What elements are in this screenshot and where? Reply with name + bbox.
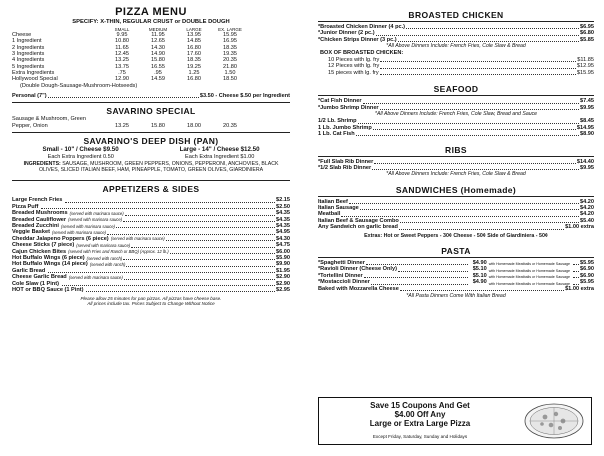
pizza-row-price: 14.30 (151, 44, 165, 51)
pizza-row-price: 1.50 (224, 69, 236, 76)
appetizers-footer1: Please allow 25 minutes for pan pizzas. All pizzas have cheese base. (80, 295, 222, 301)
appetizer-price: $4.95 (276, 229, 290, 236)
appetizer-name: Garlic Bread (12, 267, 46, 274)
pasta-price: $4.90 (472, 259, 487, 266)
pizza-row-name: Hollywood Special (12, 76, 58, 83)
item-name: *Junior Dinner (2 pc.) (318, 30, 375, 37)
broasted-note: *All Above Dinners Include: French Fries, Cole Slaw & Bread (386, 43, 526, 50)
item-price: $4.20 (580, 204, 594, 211)
item-name: 1 Lb. Cat Fish (318, 130, 355, 137)
pizza-row-price: 15.80 (151, 57, 165, 64)
item-price: $14.40 (576, 158, 594, 165)
appetizer-note: (served with marinara sauce) (60, 223, 115, 229)
pasta-list (318, 260, 594, 292)
size-header: EX. LARGE (218, 27, 242, 33)
item-price: $6.95 (580, 23, 594, 30)
coupon-fine-print: Except Friday, Saturday, Sunday and Holidays (372, 434, 468, 439)
appetizer-note: (served with marinara sauce) (51, 230, 106, 236)
pasta-name: *Spaghetti Dinner (318, 259, 365, 266)
pizza-row-price: 16.55 (151, 63, 165, 70)
pizza-row-price: 16.80 (187, 76, 201, 83)
pizza-row-price: .75 (118, 69, 126, 76)
pizza-row-name: Cheese (12, 32, 32, 39)
personal-price: $3.50 - Cheese $.50 per Ingredient (199, 92, 290, 99)
pasta-name: *Ravioli Dinner (Cheese Only) (318, 266, 397, 273)
appetizer-price: $4.35 (276, 216, 290, 223)
item-price: $7.45 (580, 98, 594, 105)
pasta-name: *Mostaccioli Dinner (318, 279, 370, 286)
menu-row (318, 224, 594, 230)
appetizer-note: (served with marinara sauce) (68, 274, 123, 280)
item-name: Italian Beef (318, 198, 348, 205)
appetizer-price: $5.90 (276, 254, 290, 261)
pasta-option: with Homemade Meatballs or Homemade Sausage (488, 262, 570, 267)
pizza-row-price: 13.95 (187, 32, 201, 39)
seafood-list-2 (318, 118, 594, 137)
pizza-row-price: 19.35 (223, 51, 237, 58)
appetizer-note: (served with marinara sauce) (76, 242, 131, 248)
appetizer-price: $9.90 (276, 261, 290, 268)
deep-dish-title: SAVARINO'S DEEP DISH (PAN) (83, 136, 219, 147)
item-name: *Full Slab Rib Dinner (318, 158, 374, 165)
ribs-note: *All Above Dinners Include: French Fries, Cole Slaw & Bread (386, 171, 526, 178)
pizza-row-price: 19.25 (187, 63, 201, 70)
appetizer-name: Cole Slaw (1 Pint) (12, 280, 59, 287)
item-price: $6.80 (580, 30, 594, 37)
appetizer-name: Cheddar Jalapeno Poppers (6 piece) (12, 235, 109, 242)
menu-row (318, 131, 594, 137)
item-name: *Broasted Chicken Dinner (4 pc.) (318, 23, 406, 30)
pizza-row-name: 3 Ingredients (12, 51, 45, 58)
item-name: 15 pieces with lg. fry (328, 69, 379, 76)
appetizer-price: $4.35 (276, 210, 290, 217)
pizza-row-price: 10.80 (115, 38, 129, 45)
box-list (318, 57, 594, 76)
pasta-name: Baked with Mozzarella Cheese (318, 285, 399, 292)
appetizer-note: (served with marinara sauce) (68, 217, 123, 223)
deep-dish-ingredients: INGREDIENTS: SAUSAGE, MUSHROOM, GREEN PEPPERS, ONIONS, PEPPERONI, ANCHOVIES, BLACK OLIVES, SLICED ITALIAN BEEF, HAM, PINEAPPLE, TOMATO, GREEN OLIVES, GIARDINIERA (23, 161, 279, 174)
item-name: Italian Sausage (318, 204, 359, 211)
box-title: BOX OF BROASTED CHICKEN: (320, 50, 404, 57)
appetizer-price: $2.15 (276, 197, 290, 204)
item-price: $15.95 (576, 69, 594, 76)
sandwich-list (318, 199, 594, 231)
pasta-row (318, 286, 594, 292)
size-header: LARGE (186, 27, 202, 33)
savarino-special-row: Pepper, Onion 13.25 15.80 18.00 20.35 (12, 122, 237, 129)
pizza-row-price: 18.35 (223, 44, 237, 51)
pizza-row-name: 4 Ingredients (12, 57, 45, 64)
item-price: $9.95 (580, 164, 594, 171)
item-name: Italian Beef & Sausage Combo (318, 217, 399, 224)
pizza-row-price: 12.90 (115, 76, 129, 83)
appetizer-note: (served with marinara sauce) (69, 210, 124, 216)
size-header: SMALL (114, 27, 130, 33)
appetizer-price: $1.95 (276, 267, 290, 274)
broasted-title: BROASTED CHICKEN (408, 10, 504, 20)
pizza-row-price: 21.80 (223, 63, 237, 70)
appetizer-name: Large French Fries (12, 197, 63, 204)
appetizers-footer2: All prices include tax. Prices Subject to Change Without Notice (87, 300, 215, 306)
pasta-option: with Homemade Meatballs or Homemade Sausage (488, 275, 570, 280)
pasta-option-price: $6.90 (580, 266, 594, 273)
appetizer-name: Cheese Sticks (7 piece) (12, 242, 75, 249)
item-name: Meatball (318, 211, 341, 218)
pizza-row-name: Extra Ingredients (12, 69, 55, 76)
item-price: $8.45 (580, 118, 594, 125)
appetizer-name: Hot Buffalo Wings (6 piece) (12, 254, 85, 261)
ribs-title: RIBS (445, 144, 467, 155)
pizza-row-price: 13.25 (115, 57, 129, 64)
appetizer-name: Pizza Puff (12, 203, 39, 210)
item-name: 1 Lb. Jumbo Shrimp (318, 124, 372, 131)
item-price: $12.95 (576, 63, 594, 70)
item-price: $9.95 (580, 104, 594, 111)
appetizer-price: $2.50 (276, 203, 290, 210)
appetizer-note: (served with marinara sauce) (110, 236, 165, 242)
left-column (12, 6, 290, 306)
item-name: 10 Pieces with lg. fry (328, 56, 380, 63)
pizza-row-price: 18.35 (187, 57, 201, 64)
pasta-price: $4.90 (472, 279, 487, 286)
pasta-option: with Homemade Meatballs or Homemade Sausage (488, 281, 570, 286)
personal-label: Personal (7") (12, 92, 47, 99)
seafood-title: SEAFOOD (433, 84, 479, 95)
pizza-row-price: 17.60 (187, 51, 201, 58)
pizza-row-price: 16.95 (223, 38, 237, 45)
item-price: $4.20 (580, 211, 594, 218)
deep-dish-sizes: Small - 10" / Cheese $9.50 Large - 14" / Cheese $12.50 (42, 146, 260, 154)
pizza-illustration (523, 402, 585, 440)
pizza-row-price: 13.75 (115, 63, 129, 70)
seafood-list (318, 98, 594, 111)
deep-dish-extras: Each Extra Ingredient 0.50 Each Extra Ingredient $1.00 (47, 153, 255, 160)
pasta-price: $5.10 (472, 266, 487, 273)
item-price: $8.90 (580, 130, 594, 137)
item-name: 1/2 Lb. Shrimp (318, 118, 357, 125)
appetizer-name: Cajun Chicken Bites (12, 248, 67, 255)
appetizer-price: $2.95 (276, 286, 290, 293)
savarino-special-title: SAVARINO SPECIAL (106, 106, 196, 117)
pizza-row-name: 2 Ingredients (12, 44, 45, 51)
appetizers-list (12, 198, 290, 294)
appetizer-note: (served with Fries and Ranch or BBQ) (Approx. 12 lb.) (68, 249, 169, 255)
menu-row (328, 70, 594, 76)
pizza-row-price: 18.50 (223, 76, 237, 83)
pizza-row-price: 1.25 (188, 69, 200, 76)
right-column (318, 6, 594, 299)
size-header: MEDIUM (148, 27, 168, 33)
item-name: Any Sandwich on garlic bread (318, 224, 398, 231)
personal-pizza-row (12, 93, 290, 99)
pizza-row-price: 11.65 (115, 44, 129, 51)
broasted-list (318, 24, 594, 43)
item-price: $14.95 (576, 124, 594, 131)
item-price: $1.00 extra (565, 224, 594, 231)
coupon-text: Save 15 Coupons And Get $4.00 Off Any Large or Extra Large Pizza (369, 401, 471, 429)
appetizer-name: Hot Buffalo Wings (14 piece) (12, 261, 88, 268)
pasta-price: $5.10 (472, 272, 487, 279)
item-price: $4.20 (580, 198, 594, 205)
pizza-row-price: .95 (154, 69, 162, 76)
pizza-row-price: 12.65 (151, 38, 165, 45)
pizza-price-table (12, 32, 290, 82)
pizza-menu-title: PIZZA MENU (115, 6, 187, 18)
pizza-row-name: 5 Ingredients (12, 63, 45, 70)
item-price: $11.85 (577, 56, 594, 63)
pizza-row-price: 16.80 (187, 44, 201, 51)
coupon-box (318, 397, 592, 445)
appetizer-price: $6.00 (276, 248, 290, 255)
pasta-option-price: $6.90 (580, 272, 594, 279)
appetizer-price: $2.90 (276, 280, 290, 287)
appetizer-name: HOT or BBQ Sauce (1 Pint) (12, 286, 84, 293)
appetizer-name: Veggie Basket (12, 229, 50, 236)
pasta-option: with Homemade Meatballs or Homemade Sausage (488, 268, 570, 273)
pizza-row-price: 11.95 (151, 32, 165, 39)
appetizer-note: (served with ranch) (89, 261, 126, 267)
pasta-option-price: $5.95 (580, 279, 594, 286)
hollywood-note: (Double Dough-Sausage-Mushroom-Hotseeds) (20, 82, 138, 89)
savarino-special-line1: Sausage & Mushroom, Green (12, 116, 86, 123)
item-name: *Chicken Strips Dinner (3 pc.) (318, 36, 397, 43)
item-name: *Cat Fish Dinner (318, 98, 362, 105)
pizza-row-price: 20.35 (223, 57, 237, 64)
appetizer-name: Breaded Zucchini (12, 223, 59, 229)
item-price: $5.40 (580, 217, 594, 224)
pasta-title: PASTA (441, 246, 471, 256)
pasta-note: *All Pasta Dinners Come With Italian Bread (406, 293, 506, 300)
pasta-option-price: $1.00 extra (565, 285, 594, 292)
item-name: *1/2 Slab Rib Dinner (318, 164, 372, 171)
sandwich-extras: Extras: Hot or Sweet Peppers - 30¢ Cheese - 50¢ Side of Giardiniera - 50¢ (364, 232, 548, 239)
item-name: 12 Pieces with lg. fry (328, 63, 380, 70)
appetizer-row (12, 287, 290, 293)
appetizers-title: APPETIZERS & SIDES (102, 184, 200, 195)
sandwiches-title: SANDWICHES (Homemade) (395, 184, 517, 195)
pizza-row-price: 14.90 (151, 51, 165, 58)
appetizer-price: $4.75 (276, 242, 290, 249)
crust-specify: SPECIFY: X-THIN, REGULAR CRUST or DOUBLE DOUGH (72, 18, 230, 25)
pizza-row-name: 1 Ingredient (12, 38, 42, 45)
pizza-row-price: 12.45 (115, 51, 129, 58)
appetizer-name: Breaded Mushrooms (12, 210, 68, 217)
pasta-name: *Tortellini Dinner (318, 272, 363, 279)
pizza-row-price: 15.95 (223, 32, 237, 39)
appetizer-price: $4.30 (276, 235, 290, 242)
pizza-row-price: 14.59 (151, 76, 165, 83)
pizza-row-price: 9.95 (116, 32, 128, 39)
ribs-list (318, 159, 594, 172)
appetizer-note: (served with ranch) (86, 255, 123, 261)
item-price: $5.85 (580, 36, 594, 43)
appetizer-name: Cheese Garlic Bread (12, 274, 67, 281)
item-name: *Jumbo Shrimp Dinner (318, 104, 379, 111)
pizza-row-price: 14.85 (187, 38, 201, 45)
appetizer-price: $4.35 (276, 223, 290, 229)
appetizer-name: Breaded Cauliflower (12, 216, 67, 223)
pasta-option-price: $5.95 (580, 259, 594, 266)
seafood-note: *All Above Dinners Include: French Fries, Cole Slaw, Bread and Sauce (374, 111, 538, 118)
appetizer-price: $2.90 (276, 274, 290, 281)
